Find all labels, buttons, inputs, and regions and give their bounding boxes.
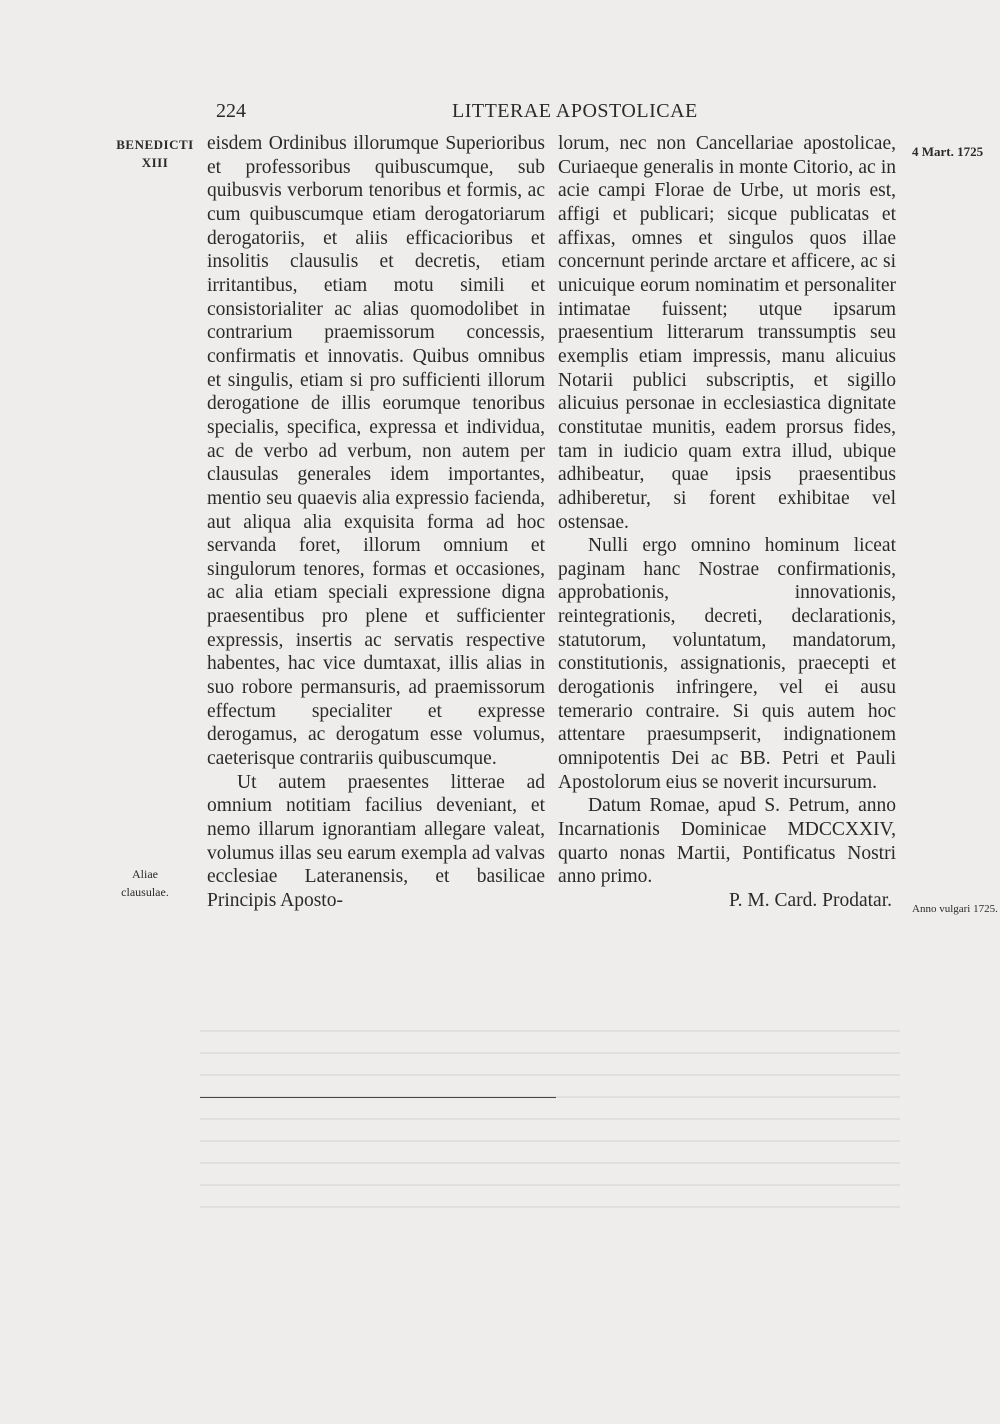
margin-note-year: Anno vulgari 1725.	[912, 903, 998, 915]
end-rule	[200, 1097, 556, 1098]
left-paragraph-1: eisdem Ordinibus illorumque Superioribus et professoribus quibuscumque, sub quibusvis verborum tenoribus et formis, ac cum quibuscumque etiam derogatoriarum derogatoriis, et aliis efficacioribus et insolitis clausulis et decretis, etiam irritantibus, etiam motu simili et consistorialiter ac alias quomodolibet in contrarium praemissorum concessis, confirmatis et innovatis. Quibus omnibus et singulis, etiam si pro sufficienti illorum derogatione de illis eorumque tenoribus specialis, specifica, expressa et individua, ac de verbo ad verbum, non autem per clausulas generales idem importantes, mentio seu quaevis alia expressio facienda, aut aliqua alia exquisita forma ad hoc servanda foret, illorum omnium et singulorum tenores, formas et occasiones, ac alia etiam speciali expressione digna praesentibus pro plene et sufficienter expressis, insertis ac servatis respective habentes, hac vice dumtaxat, illis alias in suo robore permansuris, ad praemissorum effectum specialiter et expresse derogamus, ac derogatum esse volumus, caeterisque contrariis quibuscumque.	[207, 133, 545, 770]
right-paragraph-2: Nulli ergo omnino hominum liceat paginam hanc Nostrae confirmationis, approbationis, innovationis, reintegrationis, decreti, declarationis, statutorum, voluntatum, mandatorum, constitutionis, assignationis, praecepti et derogationis infringere, vel ei ausu temerario contraire. Si quis autem hoc attentare praesumpserit, indignationem omnipotentis Dei ac BB. Petri et Pauli Apostolorum eius se noverit incursurum.	[558, 535, 896, 793]
signature: P. M. Card. Prodatar.	[728, 890, 892, 911]
running-title: LITTERAE APOSTOLICAE	[452, 100, 698, 122]
right-column	[558, 132, 896, 913]
page-number: 224	[216, 100, 246, 122]
right-paragraph-3: Datum Romae, apud S. Petrum, anno Incarnationis Dominicae MDCCXXIV, quarto nonas Martii, Pontificatus Nostri anno primo.	[558, 795, 896, 888]
margin-note-pope: BENEDICTI XIII	[116, 137, 194, 170]
right-paragraph-1: lorum, nec non Cancellariae apostolicae, Curiaeque generalis in monte Citorio, ac in acie campi Florae de Urbe, ut moris est, affigi et publicari; sicque publicatas et affixas, omnes et singulos quos illae concernunt perinde arctare et afficere, ac si unicuique eorum nominatim et personaliter intimatae fuissent; utque ipsarum praesentium litterarum transsumptis seu exemplis etiam impressis, manu alicuius Notarii publici subscriptis, et sigillo alicuius personae in ecclesiastica dignitate constitutae munitis, eadem prorsus fides, tam in iudicio quam extra illud, ubique adhibeatur, quae ipsis praesentibus adhiberetur, si forent exhibitae vel ostensae.	[558, 133, 896, 533]
left-paragraph-2: Ut autem praesentes litterae ad omnium notitiam facilius deveniant, et nemo illarum ignorantiam allegare valeat, volumus illas seu earum exempla ad valvas ecclesiae Lateranensis, et basilicae Principis Aposto-	[207, 771, 545, 911]
left-column	[207, 132, 545, 913]
bleed-through-texture	[200, 1030, 900, 1210]
margin-note-clauses: Aliae clausulae.	[121, 867, 169, 899]
margin-note-date: 4 Mart. 1725	[912, 144, 984, 159]
